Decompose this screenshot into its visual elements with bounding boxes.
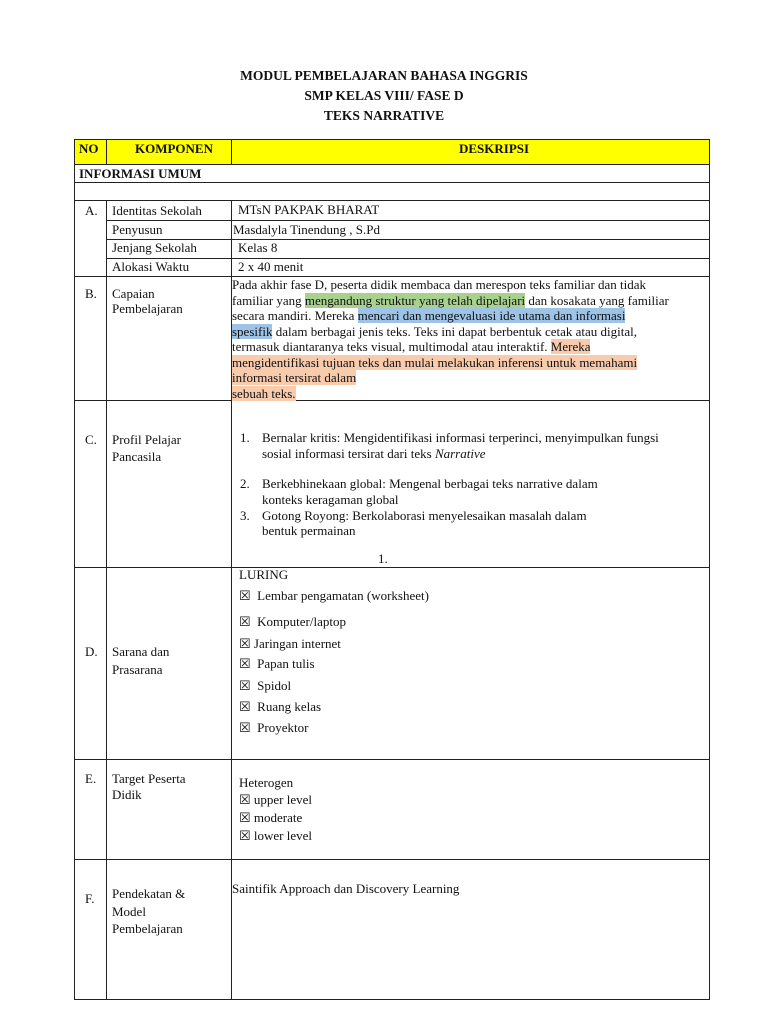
identitas-label-0: Identitas Sekolah xyxy=(112,203,202,218)
capaian-label-1: Capaian xyxy=(112,286,155,301)
highlight-blue-2: spesifik xyxy=(232,323,273,339)
title-line-3: TEKS NARRATIVE xyxy=(323,108,445,123)
identitas-value-0: MTsN PAKPAK BHARAT xyxy=(238,202,380,217)
sarana-label-2: Prasarana xyxy=(112,662,163,677)
sarana-label-1: Sarana dan xyxy=(112,644,170,659)
profil-item-2-line-1: Berkebhinekaan global: Mengenal berbagai teks narrative dalam xyxy=(262,476,598,491)
profil-item-1-line-2: sosial informasi tersirat dari teks Narrative xyxy=(262,446,486,461)
sarana-item-6: ☒ Proyektor xyxy=(239,720,309,735)
capaian-line-5: termasuk diantaranya teks visual, multimodal atau interaktif. Mereka xyxy=(232,339,591,354)
highlight-orange-2: mengidentifikasi tujuan xyxy=(232,354,359,370)
narrative-italic: Narrative xyxy=(434,446,486,461)
capaian-description xyxy=(232,277,710,401)
sarana-item-1: ☒ Komputer/laptop xyxy=(239,614,346,629)
identitas-label-2: Jenjang Sekolah xyxy=(112,240,197,255)
identitas-value-3: 2 x 40 menit xyxy=(238,259,304,274)
pendekatan-label-3: Pembelajaran xyxy=(112,921,183,936)
pendekatan-value: Saintifik Approach dan Discovery Learning xyxy=(232,881,460,896)
capaian-line-1: Pada akhir fase D, peserta didik membaca dan merespon teks familiar dan tidak xyxy=(232,277,647,292)
highlight-blue-1: mencari dan mengevaluasi ide utama dan informasi xyxy=(357,308,626,323)
profil-item-3-line-1: Gotong Royong: Berkolaborasi menyelesaikan masalah dalam xyxy=(262,508,587,523)
header-komponen: KOMPONEN xyxy=(135,141,213,156)
title-line-1: MODUL PEMBELAJARAN BAHASA INGGRIS xyxy=(240,68,528,83)
row-b-number: B. xyxy=(85,286,97,301)
title-line-2: SMP KELAS VIII/ FASE D xyxy=(304,88,464,103)
sarana-item-3: ☒ Papan tulis xyxy=(239,656,315,671)
header-no: NO xyxy=(79,141,99,156)
sarana-item-0: ☒ Lembar pengamatan (worksheet) xyxy=(239,588,429,603)
pendekatan-label-2: Model xyxy=(112,904,146,919)
capaian-line-7 xyxy=(232,370,710,386)
profil-label-2: Pancasila xyxy=(112,449,162,464)
pendekatan-label-1: Pendekatan & xyxy=(112,886,186,901)
identitas-value-2: Kelas 8 xyxy=(238,240,278,255)
capaian-line-4: spesifik dalam berbagai jenis teks. Teks ini dapat berbentuk cetak atau digital, xyxy=(232,323,637,339)
checkbox-icon: ☒ xyxy=(239,636,251,651)
target-item-2: ☒ lower level xyxy=(239,828,313,843)
capaian-line-3: secara mandiri. Mereka mencari dan mengevaluasi ide utama dan informasi xyxy=(232,308,626,323)
checkbox-icon: ☒ xyxy=(239,614,251,629)
row-a-number: A. xyxy=(85,203,98,218)
checkbox-icon: ☒ xyxy=(239,678,251,693)
sarana-item-5: ☒ Ruang kelas xyxy=(239,699,322,714)
checkbox-icon: ☒ xyxy=(239,699,251,714)
header-deskripsi: DESKRIPSI xyxy=(459,141,530,156)
capaian-line-8 xyxy=(232,386,710,402)
row-c-number: C. xyxy=(85,432,97,447)
row-e-number: E. xyxy=(85,771,97,786)
checkbox-icon: ☒ xyxy=(239,656,251,671)
identitas-label-1: Penyusun xyxy=(112,222,163,237)
checkbox-icon: ☒ xyxy=(239,720,251,735)
identitas-value-1: Masdalyla Tinendung , S.Pd xyxy=(233,222,380,237)
profil-item-3-line-2: bentuk permainan xyxy=(262,523,356,538)
highlight-orange-1: Mereka xyxy=(550,339,591,354)
target-label-1: Target Peserta xyxy=(112,771,186,786)
target-item-0: ☒ upper level xyxy=(239,792,313,807)
highlight-orange-3: teks dan mulai melakukan inferensi untuk memahami xyxy=(358,354,638,370)
checkbox-icon: ☒ xyxy=(239,828,251,843)
checkbox-icon: ☒ xyxy=(239,588,251,603)
checkbox-icon: ☒ xyxy=(239,792,251,807)
profil-label-1: Profil Pelajar xyxy=(112,432,181,447)
sarana-item-2: ☒ Jaringan internet xyxy=(239,636,341,651)
capaian-line-2: familiar yang mengandung struktur yang telah dipelajari dan kosakata yang familiar xyxy=(232,292,669,308)
identitas-label-3: Alokasi Waktu xyxy=(112,259,190,274)
profil-item-1-line-1: Bernalar kritis: Mengidentifikasi informasi terperinci, menyimpulkan fungsi xyxy=(262,430,659,445)
checkbox-icon: ☒ xyxy=(239,810,251,825)
target-label-2: Didik xyxy=(112,787,142,802)
row-d-number: D. xyxy=(85,644,98,659)
capaian-label-2: Pembelajaran xyxy=(112,301,183,316)
profil-stray-number: 1. xyxy=(378,551,388,566)
sarana-mode: LURING xyxy=(239,567,289,582)
section-title: INFORMASI UMUM xyxy=(79,166,202,181)
highlight-green: mengandung struktur yang telah dipelajari xyxy=(304,292,526,308)
target-heading: Heterogen xyxy=(239,775,294,790)
highlight-orange-4: informasi tersirat dalam xyxy=(232,370,357,385)
profil-item-2-number: 2. xyxy=(240,476,250,491)
sarana-item-4: ☒ Spidol xyxy=(239,678,292,693)
highlight-orange-5: sebuah teks. xyxy=(232,385,296,401)
target-item-1: ☒ moderate xyxy=(239,810,303,825)
profil-item-3-number: 3. xyxy=(240,508,250,523)
row-f-number: F. xyxy=(85,891,95,906)
profil-item-1-number: 1. xyxy=(240,430,250,445)
profil-item-2-line-2: konteks keragaman global xyxy=(262,492,399,507)
document-title xyxy=(0,66,768,126)
capaian-line-6 xyxy=(232,355,710,371)
